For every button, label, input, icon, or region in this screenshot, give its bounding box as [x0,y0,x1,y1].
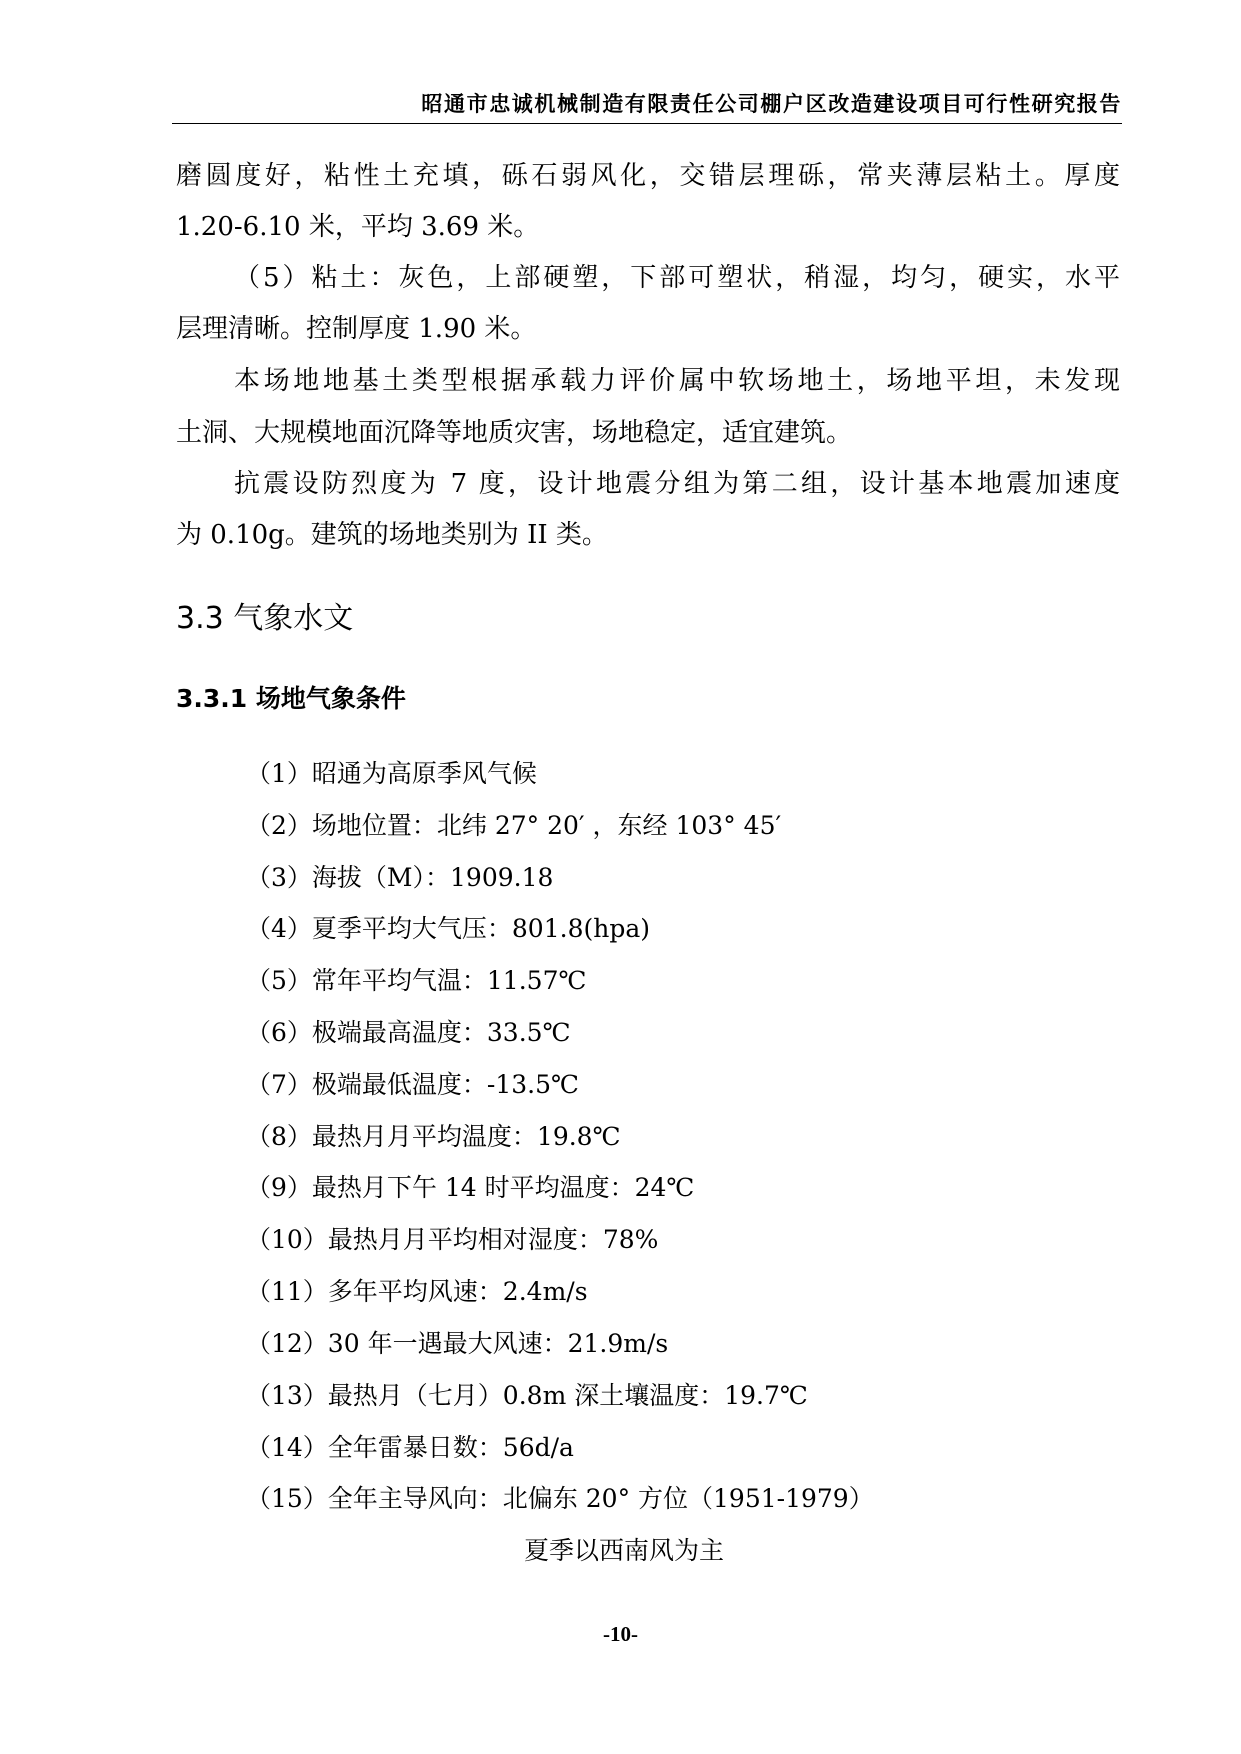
subsection-heading: 3.3.1 场地气象条件 [176,684,406,713]
section-heading: 3.3 气象水文 [176,601,354,636]
paragraph-2-line-1: （5）粘土：灰色，上部硬塑，下部可塑状，稍湿，均匀，硬实，水平 [234,263,1120,293]
page-number: -10- [603,1622,638,1646]
paragraph-4-line-1: 抗震设防烈度为 7 度，设计地震分组为第二组，设计基本地震加速度 [234,469,1120,499]
climate-item: （11）多年平均风速：2.4m/s [246,1277,588,1306]
climate-item: （12）30 年一遇最大风速：21.9m/s [246,1329,669,1358]
climate-item: （5）常年平均气温：11.57℃ [246,966,587,995]
paragraph-4-line-2: 为 0.10g。建筑的场地类别为 II 类。 [176,520,608,550]
climate-item: （7）极端最低温度：-13.5℃ [246,1070,579,1099]
climate-item: （3）海拔（M）：1909.18 [246,863,554,892]
paragraph-3-line-1: 本场地地基土类型根据承载力评价属中软场地土，场地平坦，未发现 [234,366,1120,396]
climate-item: （10）最热月月平均相对湿度：78% [246,1225,659,1254]
paragraph-3-line-2: 土洞、大规模地面沉降等地质灾害，场地稳定，适宜建筑。 [176,418,853,448]
running-header [172,91,1122,124]
paragraph-1-line-2: 1.20-6.10 米，平均 3.69 米。 [176,212,540,242]
climate-item: （15）全年主导风向：北偏东 20° 方位（1951-1979） [246,1484,874,1513]
climate-item: （13）最热月（七月）0.8m 深土壤温度：19.7℃ [246,1381,808,1410]
climate-item-continuation: 夏季以西南风为主 [524,1536,725,1565]
paragraph-1-line-1: 磨圆度好，粘性土充填，砾石弱风化，交错层理砾，常夹薄层粘土。厚度 [176,161,1120,191]
climate-item: （2）场地位置：北纬 27° 20′ ，东经 103° 45′ [246,811,782,840]
climate-item: （9）最热月下午 14 时平均温度：24℃ [246,1173,695,1202]
paragraph-2-line-2: 层理清晰。控制厚度 1.90 米。 [176,314,537,344]
climate-item: （1）昭通为高原季风气候 [246,759,537,788]
header-title: 昭通市忠诚机械制造有限责任公司棚户区改造建设项目可行性研究报告 [421,92,1122,116]
climate-item: （4）夏季平均大气压：801.8(hpa) [246,914,650,943]
climate-item: （6）极端最高温度：33.5℃ [246,1018,571,1047]
climate-item: （14）全年雷暴日数：56d/a [246,1433,574,1462]
climate-item: （8）最热月月平均温度：19.8℃ [246,1122,621,1151]
